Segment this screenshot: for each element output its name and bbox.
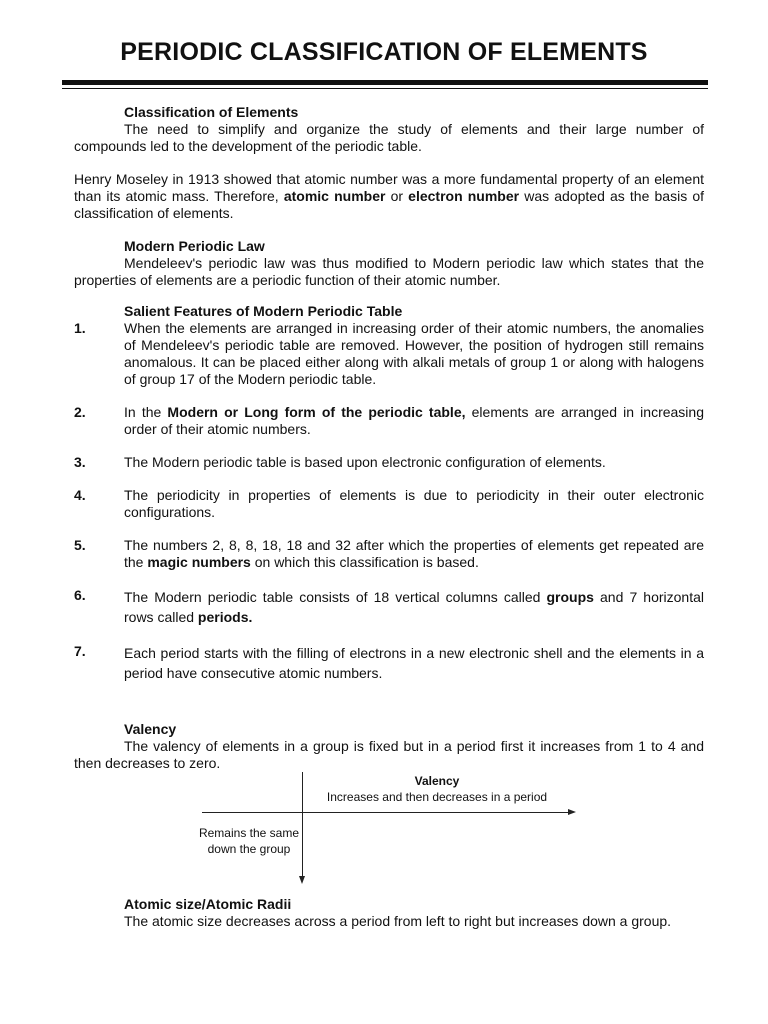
list-number: 5. [74,537,86,553]
title-rule-thin [62,88,708,89]
paragraph-classification-intro: The need to simplify and organize the study of elements and their large number of compounds led to the development of the periodic table. [74,121,704,154]
list-number: 2. [74,404,86,420]
list-number: 6. [74,587,86,603]
paragraph-modern-law: Mendeleev's periodic law was thus modified to Modern periodic law which states that the properties of elements are a periodic function of their atomic number. [74,255,704,288]
section-heading-classification: Classification of Elements [124,104,299,120]
list-text: Each period starts with the filling of electrons in a new electronic shell and the elements in a period have consecutive atomic numbers. [124,645,704,681]
period-axis-line [202,812,570,813]
paragraph-atomic-size: The atomic size decreases across a period from left to right but increases down a group. [124,913,672,929]
diagram-period-label: Increases and then decreases in a period [326,790,548,804]
paragraph-valency: The valency of elements in a group is fixed but in a period first it increases from 1 to 4 and then decreases to zero. [74,738,704,771]
list-text: The Modern periodic table consists of 18 vertical columns called groups and 7 horizontal rows called periods. [124,589,704,625]
diagram-group-label: Remains the same down the group [198,826,300,856]
list-number: 4. [74,487,86,503]
document-body [74,104,704,930]
section-heading-atomic-size: Atomic size/Atomic Radii [124,896,292,912]
list-item [74,643,704,683]
list-item [74,587,704,627]
down-arrow-icon [299,876,305,884]
valency-trend-diagram [74,772,704,896]
list-text: When the elements are arranged in increasing order of their atomic numbers, the anomalies of Mendeleev's periodic table are removed. However, the position of hydrogen still remains anomalous. It can be placed either along with alkali metals of group 1 or along with halogens of group 17 of the Modern periodic table. [124,320,704,387]
list-number: 1. [74,320,86,336]
list-text: The numbers 2, 8, 8, 18, 18 and 32 after which the properties of elements get repeated are the magic numbers on which this classification is based. [124,537,704,570]
list-number: 3. [74,454,86,470]
section-heading-modern-law: Modern Periodic Law [124,238,265,254]
page-title: PERIODIC CLASSIFICATION OF ELEMENTS [120,38,648,66]
list-text: The Modern periodic table is based upon electronic configuration of elements. [124,454,606,470]
term-atomic-number: atomic number [283,188,386,204]
section-heading-salient-features: Salient Features of Modern Periodic Table [124,303,403,319]
list-item [74,320,704,388]
term-electron-number: electron number [408,188,520,204]
diagram-title: Valency [414,774,460,788]
list-text: In the Modern or Long form of the periodic table, elements are arranged in increasing order of their atomic numbers. [124,404,704,437]
section-heading-valency: Valency [124,721,177,737]
list-item [74,404,704,438]
title-rule-thick [62,80,708,85]
list-item [74,487,704,521]
list-number: 7. [74,643,86,659]
paragraph-moseley: Henry Moseley in 1913 showed that atomic number was a more fundamental property of an element than its atomic mass. Therefore, atomic number or electron number was adopted as the basis of classification of elements. [74,171,704,221]
list-item [74,454,704,471]
list-text: The periodicity in properties of elements is due to periodicity in their outer electronic configurations. [124,487,704,520]
right-arrow-icon [568,809,576,815]
group-axis-line [302,772,303,880]
list-item [74,537,704,571]
